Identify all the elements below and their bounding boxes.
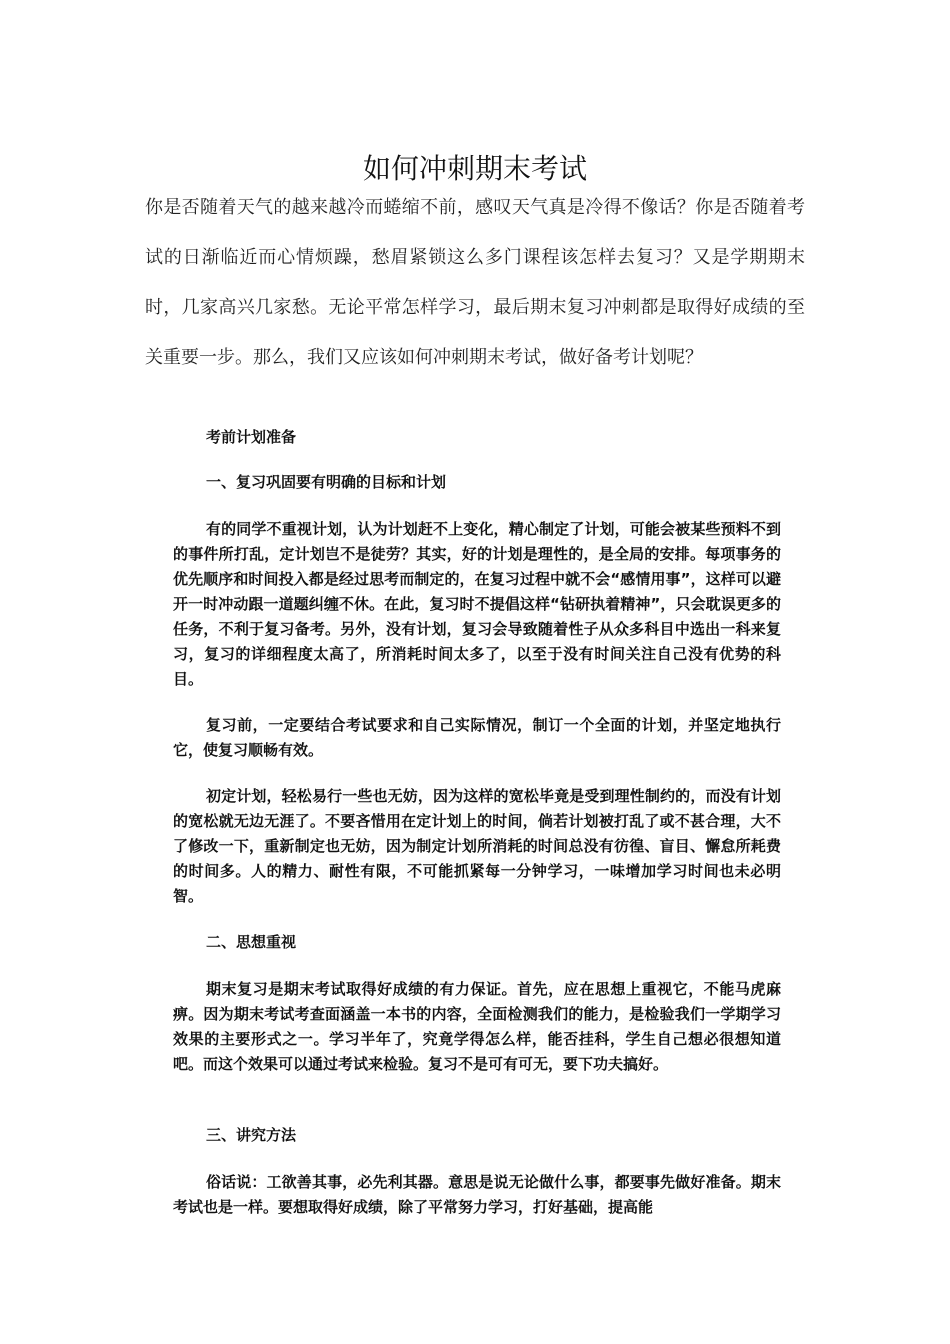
section-heading-goals: 一、复习巩固要有明确的目标和计划	[206, 473, 447, 491]
body-paragraph: 期末复习是期末考试取得好成绩的有力保证。首先，应在思想上重视它，不能马虎麻痹。因为期末考试考查面涵盖一本书的内容，全面检测我们的能力，是检验我们一学期学习效果的主要形式之一。学习半年了，究竟学得怎么样，能否挂科，学生自己想必很想知道吧。而这个效果可以通过考试来检验。复习不是可有可无，要下功夫搞好。	[173, 980, 781, 1073]
section-heading-method: 三、讲究方法	[206, 1126, 297, 1144]
body-paragraph: 初定计划，轻松易行一些也无妨，因为这样的宽松毕竟是受到理性制约的，而没有计划的宽松就无边无涯了。不要吝惜用在定计划上的时间，倘若计划被打乱了或不甚合理，大不了修改一下，重新制定也无妨，因为制定计划所消耗的时间总没有彷徨、盲目、懈怠所耗费的时间多。人的精力、耐性有限，不可能抓紧每一分钟学习，一味增加学习时间也未必明智。	[173, 787, 781, 905]
body-paragraph: 俗话说：工欲善其事，必先利其器。意思是说无论做什么事，都要事先做好准备。期末考试也是一样。要想取得好成绩，除了平常努力学习，打好基础，提高能	[173, 1173, 781, 1216]
body-paragraph: 有的同学不重视计划，认为计划赶不上变化，精心制定了计划，可能会被某些预料不到的事件所打乱，定计划岂不是徒劳？其实，好的计划是理性的，是全局的安排。每项事务的优先顺序和时间投入都是经过思考而制定的，在复习过程中就不会“感情用事”，这样可以避开一时冲动跟一道题纠缠不休。在此，复习时不提倡这样“钻研执着精神”，只会耽误更多的任务，不利于复习备考。另外，没有计划，复习会导致随着性子从众多科目中选出一科来复习，复习的详细程度太高了，所消耗时间太多了，以至于没有时间关注自己没有优势的科目。	[173, 520, 781, 688]
document-title: 如何冲刺期末考试	[362, 151, 587, 185]
section-heading-mindset: 二、思想重视	[206, 933, 297, 951]
body-paragraph: 复习前，一定要结合考试要求和自己实际情况，制订一个全面的计划，并坚定地执行它，使复习顺畅有效。	[173, 716, 781, 759]
intro-paragraph: 你是否随着天气的越来越冷而蜷缩不前，感叹天气真是冷得不像话？你是否随着考试的日渐临近而心情烦躁，愁眉紧锁这么多门课程该怎样去复习？又是学期期末时，几家高兴几家愁。无论平常怎样学习，最后期末复习冲刺都是取得好成绩的至关重要一步。那么，我们又应该如何冲刺期末考试，做好备考计划呢？	[145, 197, 805, 368]
section-heading-plan: 考前计划准备	[206, 428, 297, 446]
